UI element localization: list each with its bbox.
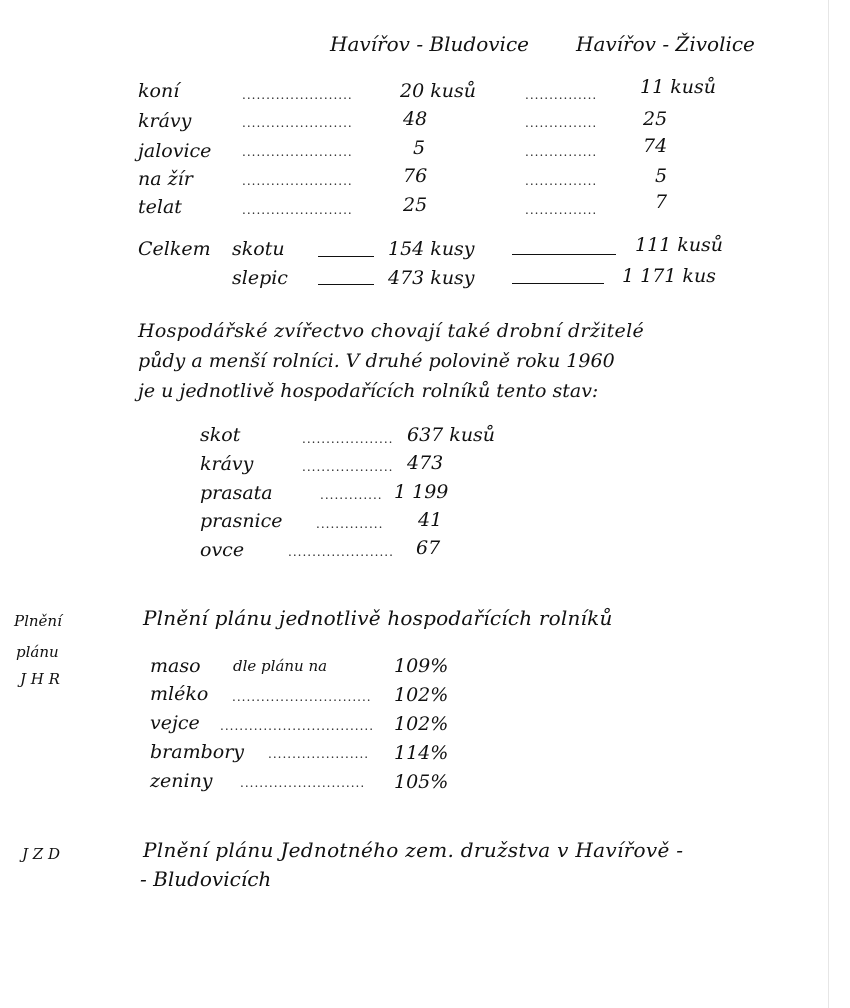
margin-note-line: Plnění [14,612,62,630]
total-rule [318,256,374,257]
leader-dots: ................................ [220,719,375,733]
livestock-label: krávy [138,110,192,132]
leader-dots: ....................... [242,174,353,188]
plan-item-label: maso [150,655,201,677]
leader-dots: ............... [525,116,598,130]
totals-cattle-zivotice: 111 kusů [635,234,724,256]
margin-note-jzd: J Z D [22,845,60,863]
margin-note-line: plánu [16,643,59,661]
stock-value: 1 199 [394,481,449,503]
plan-item-value: 102% [394,684,449,706]
plan-heading: Plnění plánu jednotlivě hospodařících rolníků [143,606,613,630]
leader-dots: ............... [525,145,598,159]
livestock-label: jalovice [138,140,212,162]
leader-dots: .......................... [240,776,366,790]
jzd-heading-line: Plnění plánu Jednotného zem. družstva v Havířově - [143,838,684,862]
stock-label: krávy [200,453,254,475]
stock-label: prasnice [200,510,283,532]
livestock-value-zivotice: 5 [655,165,668,187]
livestock-value-bludovice: 20 kusů [400,80,476,102]
plan-item-value: 114% [394,742,449,764]
totals-hens-zivotice: 1 171 kus [622,265,716,287]
plan-item-middle: dle plánu na [233,657,328,675]
leader-dots: ..................... [268,747,370,761]
livestock-value-bludovice: 25 [403,194,428,216]
livestock-value-bludovice: 48 [403,108,428,130]
livestock-label: na žír [138,168,193,190]
livestock-value-zivotice: 74 [643,135,668,157]
page-edge-shadow [828,0,829,1008]
leader-dots: ............... [525,88,598,102]
total-rule [512,283,604,284]
column-header-zivotice: Havířov - Živolice [576,32,755,56]
plan-item-label: brambory [150,741,245,763]
livestock-value-zivotice: 11 kusů [640,76,716,98]
column-header-bludovice: Havířov - Bludovice [330,32,529,56]
paragraph-line: půdy a menší rolníci. V druhé polovině roku 1960 [138,350,615,372]
stock-label: skot [200,424,241,446]
leader-dots: ............. [320,488,383,502]
leader-dots: ....................... [242,145,353,159]
plan-item-value: 105% [394,771,449,793]
plan-item-value: 102% [394,713,449,735]
paragraph-line: je u jednotlivě hospodařících rolníků tento stav: [138,380,599,402]
stock-label: prasata [200,482,273,504]
livestock-value-bludovice: 5 [413,137,426,159]
livestock-label: telat [138,196,182,218]
total-rule [512,254,616,255]
stock-value: 473 [407,452,444,474]
totals-prefix: Celkem [138,238,211,260]
stock-value: 637 kusů [407,424,496,446]
leader-dots: ................... [302,460,394,474]
livestock-value-zivotice: 7 [655,191,668,213]
leader-dots: ............... [525,203,598,217]
leader-dots: ....................... [242,203,353,217]
leader-dots: ............................. [232,690,372,704]
leader-dots: .............. [316,517,384,531]
totals-cattle-bludovice: 154 kusy [388,238,475,260]
livestock-value-zivotice: 25 [643,108,668,130]
livestock-value-bludovice: 76 [403,165,428,187]
leader-dots: ................... [302,432,394,446]
stock-value: 67 [416,537,441,559]
paragraph-line: Hospodářské zvířectvo chovají také drobní držitelé [138,320,644,342]
leader-dots: ....................... [242,88,353,102]
margin-note-line: J H R [20,670,60,688]
jzd-heading-line: - Bludovicích [140,867,272,891]
leader-dots: ....................... [242,116,353,130]
totals-hens-label: slepic [232,267,288,289]
plan-item-label: mléko [150,683,209,705]
stock-value: 41 [418,509,443,531]
leader-dots: ...................... [288,545,394,559]
totals-cattle-label: skotu [232,238,285,260]
livestock-label: koní [138,80,180,102]
plan-item-label: zeniny [150,770,213,792]
leader-dots: ............... [525,174,598,188]
total-rule [318,284,374,285]
plan-item-label: vejce [150,712,200,734]
stock-label: ovce [200,539,245,561]
plan-item-value: 109% [394,655,449,677]
totals-hens-bludovice: 473 kusy [388,267,475,289]
